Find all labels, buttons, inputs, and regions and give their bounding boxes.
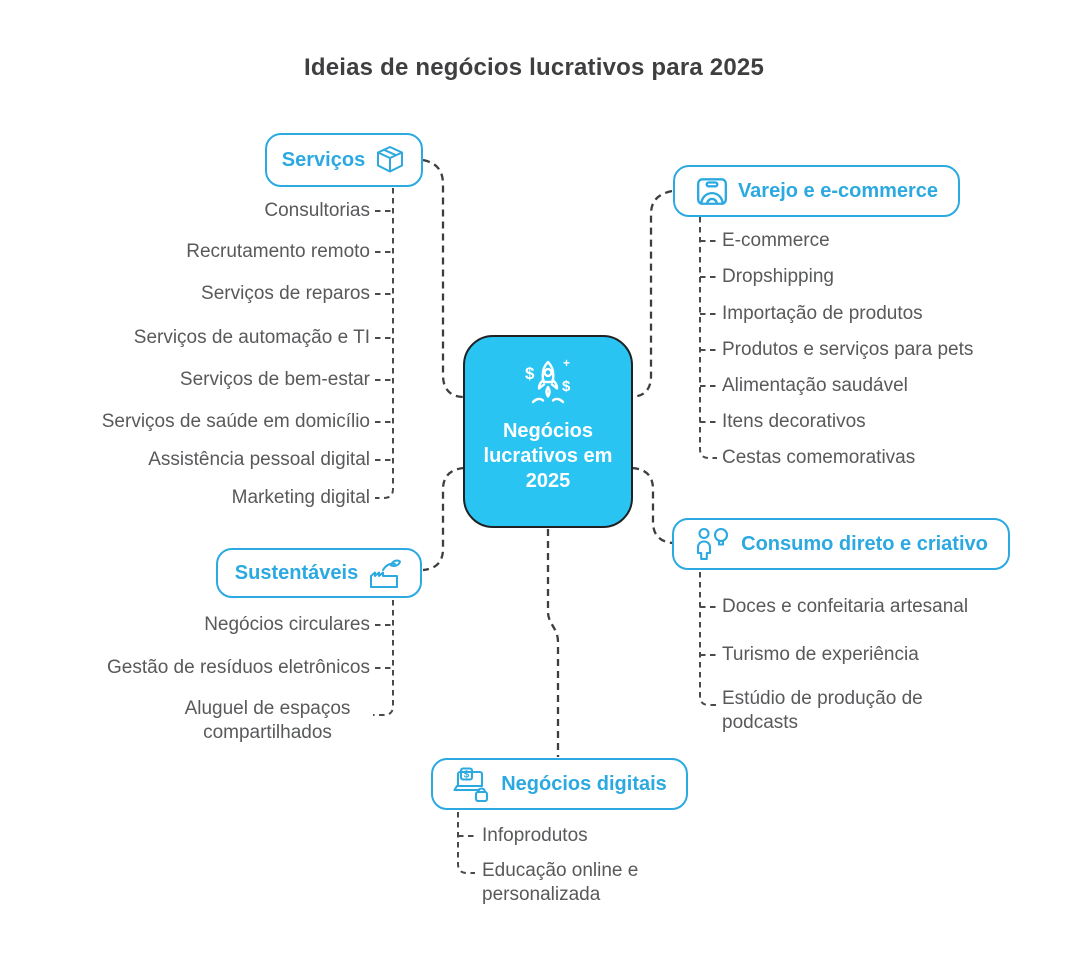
central-label: Negócios lucrativos em 2025	[483, 420, 613, 492]
item-sustentaveis-2[interactable]: Aluguel de espaços compartilhados	[184, 698, 351, 743]
person-idea-icon	[694, 526, 732, 562]
connector-center-consumo	[632, 468, 673, 543]
connector-center-sustentaveis	[423, 468, 464, 570]
svg-text:$: $	[562, 378, 571, 395]
node-digitais-label: Negócios digitais	[501, 772, 667, 795]
item-varejo-4[interactable]: Alimentação saudável	[722, 375, 908, 396]
item-sustentaveis-1[interactable]: Gestão de resíduos eletrônicos	[107, 657, 370, 678]
rocket-dollar-icon	[511, 357, 585, 415]
node-varejo-label: Varejo e e-commerce	[737, 179, 939, 202]
item-servicos-7[interactable]: Marketing digital	[231, 487, 370, 508]
item-consumo-0[interactable]: Doces e confeitaria artesanal	[722, 596, 969, 617]
item-servicos-5[interactable]: Serviços de saúde em domicílio	[101, 411, 370, 432]
item-servicos-4[interactable]: Serviços de bem-estar	[179, 369, 370, 390]
diagram-title: Ideias de negócios lucrativos para 2025	[303, 54, 764, 81]
svg-text:+: +	[563, 357, 571, 370]
item-varejo-5[interactable]: Itens decorativos	[722, 411, 866, 432]
svg-text:$: $	[525, 364, 535, 383]
cube-icon	[374, 144, 406, 176]
node-consumo-label: Consumo direto e criativo	[741, 532, 988, 555]
item-varejo-2[interactable]: Importação de produtos	[722, 303, 923, 324]
item-consumo-2[interactable]: Estúdio de produção de podcasts	[722, 688, 923, 733]
node-sustentaveis[interactable]	[216, 548, 422, 598]
item-servicos-3[interactable]: Serviços de automação e TI	[133, 327, 370, 348]
spine-digitais	[458, 812, 475, 873]
item-digitais-0[interactable]: Infoprodutos	[482, 825, 588, 846]
laptop-commerce-icon	[452, 766, 492, 802]
item-servicos-2[interactable]: Serviços de reparos	[201, 283, 370, 304]
item-consumo-1[interactable]: Turismo de experiência	[722, 644, 919, 665]
item-varejo-1[interactable]: Dropshipping	[722, 266, 834, 287]
item-sustentaveis-0[interactable]: Negócios circulares	[204, 614, 370, 635]
connector-varejo-center	[632, 191, 672, 397]
node-varejo[interactable]	[673, 165, 960, 217]
connector-servicos-center	[423, 160, 464, 397]
item-varejo-6[interactable]: Cestas comemorativas	[722, 447, 916, 468]
item-servicos-6[interactable]: Assistência pessoal digital	[148, 449, 370, 470]
node-digitais[interactable]	[431, 758, 688, 810]
spine-servicos	[375, 188, 393, 498]
node-sustentaveis-label: Sustentáveis	[234, 561, 359, 584]
spine-consumo	[700, 572, 717, 705]
shopping-basket-icon	[695, 174, 729, 208]
node-servicos[interactable]	[265, 133, 423, 187]
spine-sustentaveis	[373, 600, 393, 715]
node-consumo[interactable]	[672, 518, 1010, 570]
item-varejo-0[interactable]: E-commerce	[722, 230, 830, 251]
svg-text:$: $	[463, 769, 470, 781]
connector-center-digitais	[548, 529, 558, 757]
item-varejo-3[interactable]: Produtos e serviços para pets	[722, 339, 974, 360]
node-central[interactable]	[463, 335, 633, 528]
node-servicos-label: Serviços	[281, 148, 366, 171]
green-factory-icon	[367, 556, 403, 590]
item-servicos-0[interactable]: Consultorias	[264, 200, 370, 221]
item-servicos-1[interactable]: Recrutamento remoto	[186, 241, 370, 262]
item-digitais-1[interactable]: Educação online e personalizada	[482, 860, 639, 905]
